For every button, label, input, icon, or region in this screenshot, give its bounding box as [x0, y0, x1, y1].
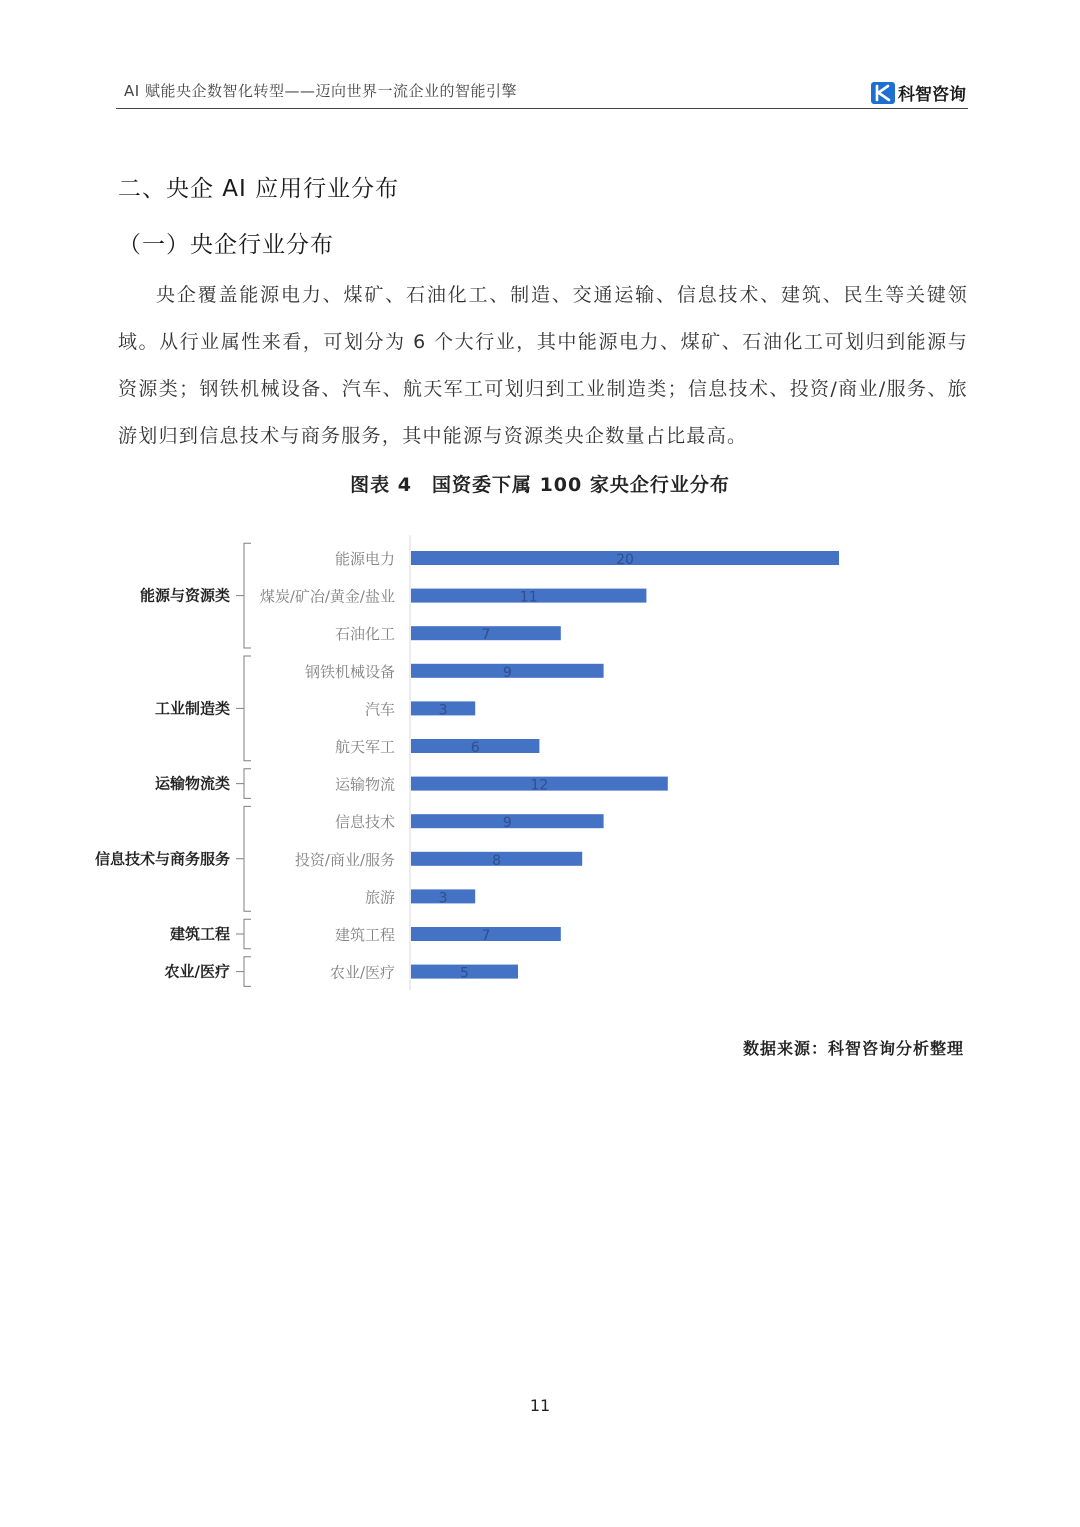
category-label: 石油化工 [334, 625, 395, 644]
group-label: 信息技术与商务服务 [94, 849, 230, 868]
category-label: 农业/医疗 [329, 963, 395, 982]
data-label: 8 [492, 852, 502, 869]
data-label: 5 [460, 965, 469, 982]
data-label: 3 [438, 890, 448, 907]
category-label: 钢铁机械设备 [304, 662, 395, 681]
category-label: 建筑工程 [334, 926, 395, 944]
data-label: 9 [502, 664, 512, 681]
data-label: 11 [519, 589, 538, 606]
data-label: 6 [470, 740, 480, 756]
group-label: 工业制造类 [154, 699, 230, 718]
section-title: 二、央企 AI 应用行业分布 [118, 176, 400, 202]
category-label: 运输物流 [334, 775, 395, 794]
figure-title: 图表 4 国资委下属 100 家央企行业分布 [350, 474, 730, 496]
subsection-title: （一）央企行业分布 [118, 232, 334, 258]
body-paragraph: 央企覆盖能源电力、煤矿、石油化工、制造、交通运输、信息技术、建筑、民生等关键领域。从行业属性来看，可划分为 6 个大行业，其中能源电力、煤矿、石油化工可划归到能源与资源类；钢铁机械设备、汽车、航天军工可划归到工业制造类；信息技术、投资/商业/服务、旅游划归到信息技术与商务服务，其中能源与资源类央企数量占比最高。 [118, 284, 968, 447]
category-label: 航天军工 [334, 738, 395, 756]
category-label: 信息技术 [334, 813, 395, 832]
data-label: 9 [502, 815, 512, 832]
category-label: 旅游 [364, 888, 395, 907]
group-label: 建筑工程 [169, 925, 230, 943]
logo-icon [871, 82, 895, 104]
group-label: 能源与资源类 [139, 586, 230, 605]
data-source: 数据来源：科智咨询分析整理 [742, 1039, 964, 1058]
logo [871, 80, 966, 105]
data-label: 7 [481, 627, 491, 644]
data-label: 20 [616, 552, 634, 568]
group-bracket [236, 806, 251, 911]
group-bracket [236, 919, 251, 949]
group-bracket [236, 656, 251, 761]
page-number: 11 [529, 1396, 551, 1415]
data-label: 3 [438, 702, 448, 719]
group-bracket [236, 957, 251, 987]
group-bracket [236, 543, 251, 648]
header-title: AI 赋能央企数智化转型——迈向世界一流企业的智能引擎 [124, 82, 517, 100]
group-label: 运输物流类 [154, 774, 230, 793]
category-label: 煤炭/矿冶/黄金/盐业 [259, 587, 395, 606]
group-bracket [236, 769, 251, 799]
industry-bar-chart [0, 530, 1080, 1010]
group-label: 农业/医疗 [164, 962, 230, 981]
page-header [116, 78, 968, 109]
logo-text: 科智咨询 [898, 85, 966, 105]
category-label: 投资/商业/服务 [294, 850, 395, 869]
category-label: 能源电力 [334, 550, 395, 568]
data-label: 12 [530, 777, 549, 794]
category-label: 汽车 [364, 700, 395, 719]
data-label: 7 [481, 928, 491, 944]
